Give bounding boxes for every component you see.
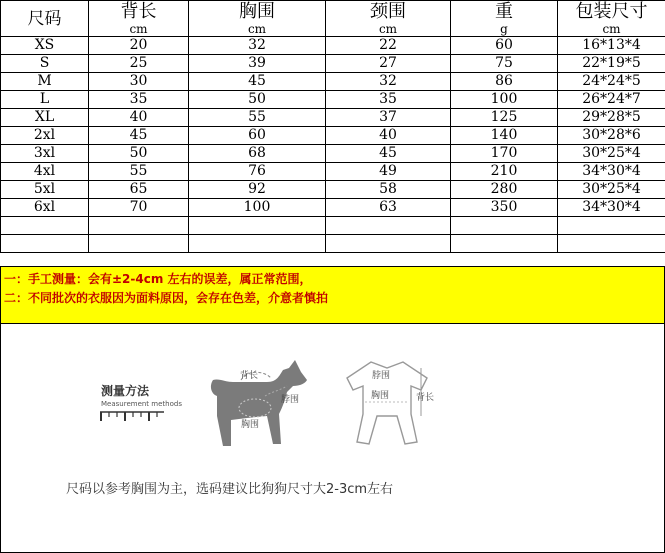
cell-package-size: 29*28*5 [558, 109, 665, 127]
cell-back-length: 20 [89, 37, 189, 55]
cell-weight: 100 [451, 91, 558, 109]
notes-banner [0, 266, 665, 324]
guide-title: 测量方法 [101, 384, 150, 398]
empty-cell [558, 217, 665, 235]
cell-chest: 68 [189, 145, 326, 163]
cell-back-length: 45 [89, 127, 189, 145]
cell-package-size: 30*25*4 [558, 145, 665, 163]
cell-weight: 125 [451, 109, 558, 127]
dog-neck-label: 脖围 [281, 395, 300, 405]
header-weight: 重 [451, 1, 558, 23]
cell-weight: 60 [451, 37, 558, 55]
cell-chest: 32 [189, 37, 326, 55]
cell-size: XS [1, 37, 89, 55]
empty-cell [1, 235, 89, 253]
cell-package-size: 34*30*4 [558, 163, 665, 181]
cell-size: XL [1, 109, 89, 127]
cell-weight: 280 [451, 181, 558, 199]
cell-neck: 32 [326, 73, 451, 91]
table-row [1, 199, 665, 217]
empty-cell [326, 217, 451, 235]
cell-chest: 50 [189, 91, 326, 109]
sizing-tip: 尺码以参考胸围为主，选码建议比狗狗尺寸大2-3cm左右 [66, 482, 394, 497]
note-measurement-error: 一：手工测量：会有±2-4cm 左右的误差，属正常范围， [4, 272, 312, 286]
header-chest: 胸围 [189, 1, 326, 23]
cell-package-size: 30*28*6 [558, 127, 665, 145]
header-neck: 颈围 [326, 1, 451, 23]
cell-size: 4xl [1, 163, 89, 181]
size-table [0, 0, 665, 253]
cell-neck: 37 [326, 109, 451, 127]
cell-back-length: 50 [89, 145, 189, 163]
cell-weight: 350 [451, 199, 558, 217]
cell-size: L [1, 91, 89, 109]
cell-package-size: 24*24*5 [558, 73, 665, 91]
dog-chest-label: 胸围 [241, 420, 260, 430]
empty-cell [451, 235, 558, 253]
cell-neck: 27 [326, 55, 451, 73]
cell-back-length: 40 [89, 109, 189, 127]
cell-chest: 92 [189, 181, 326, 199]
table-row [1, 163, 665, 181]
empty-cell [1, 217, 89, 235]
cell-weight: 86 [451, 73, 558, 91]
cell-neck: 22 [326, 37, 451, 55]
empty-cell [558, 235, 665, 253]
cell-back-length: 55 [89, 163, 189, 181]
cell-weight: 75 [451, 55, 558, 73]
unit-package-size: cm [558, 22, 665, 37]
cell-chest: 100 [189, 199, 326, 217]
cell-back-length: 70 [89, 199, 189, 217]
cell-chest: 76 [189, 163, 326, 181]
table-row [1, 37, 665, 55]
cell-back-length: 30 [89, 73, 189, 91]
empty-cell [451, 217, 558, 235]
cell-neck: 35 [326, 91, 451, 109]
blank-row [1, 235, 665, 253]
table-row [1, 181, 665, 199]
cell-weight: 140 [451, 127, 558, 145]
empty-cell [326, 235, 451, 253]
table-row [1, 55, 665, 73]
cell-neck: 45 [326, 145, 451, 163]
clothes-neck-label: 脖围 [372, 371, 391, 381]
header-size: 尺码 [1, 1, 89, 37]
unit-row [1, 22, 665, 37]
header-package-size: 包装尺寸 [558, 1, 665, 23]
empty-cell [89, 217, 189, 235]
cell-weight: 170 [451, 145, 558, 163]
empty-cell [189, 235, 326, 253]
empty-cell [89, 235, 189, 253]
cell-size: S [1, 55, 89, 73]
ruler-icon [99, 410, 165, 422]
cell-package-size: 30*25*4 [558, 181, 665, 199]
cell-chest: 45 [189, 73, 326, 91]
note-color-difference: 二：不同批次的衣服因为面料原因，会存在色差，介意者慎拍 [4, 291, 329, 305]
cell-chest: 60 [189, 127, 326, 145]
cell-neck: 40 [326, 127, 451, 145]
cell-neck: 63 [326, 199, 451, 217]
cell-package-size: 26*24*7 [558, 91, 665, 109]
empty-cell [189, 217, 326, 235]
cell-chest: 55 [189, 109, 326, 127]
cell-weight: 210 [451, 163, 558, 181]
dog-back-label: 背长 [240, 371, 259, 381]
cell-size: 5xl [1, 181, 89, 199]
cell-package-size: 34*30*4 [558, 199, 665, 217]
clothes-back-label: 背长 [416, 393, 435, 403]
header-back-length: 背长 [89, 1, 189, 23]
blank-row [1, 217, 665, 235]
unit-neck: cm [326, 22, 451, 37]
cell-package-size: 22*19*5 [558, 55, 665, 73]
cell-back-length: 65 [89, 181, 189, 199]
cell-back-length: 35 [89, 91, 189, 109]
table-row [1, 109, 665, 127]
cell-size: 6xl [1, 199, 89, 217]
cell-package-size: 16*13*4 [558, 37, 665, 55]
guide-subtitle: Measurement methods [101, 400, 182, 408]
cell-size: 2xl [1, 127, 89, 145]
cell-chest: 39 [189, 55, 326, 73]
table-row [1, 145, 665, 163]
cell-neck: 49 [326, 163, 451, 181]
unit-chest: cm [189, 22, 326, 37]
header-row [1, 1, 665, 23]
cell-back-length: 25 [89, 55, 189, 73]
unit-back-length: cm [89, 22, 189, 37]
unit-weight: g [451, 22, 558, 37]
cell-size: M [1, 73, 89, 91]
table-row [1, 91, 665, 109]
cell-neck: 58 [326, 181, 451, 199]
table-row [1, 127, 665, 145]
clothes-chest-label: 胸围 [371, 391, 390, 401]
measurement-guide [0, 324, 665, 553]
table-row [1, 73, 665, 91]
cell-size: 3xl [1, 145, 89, 163]
